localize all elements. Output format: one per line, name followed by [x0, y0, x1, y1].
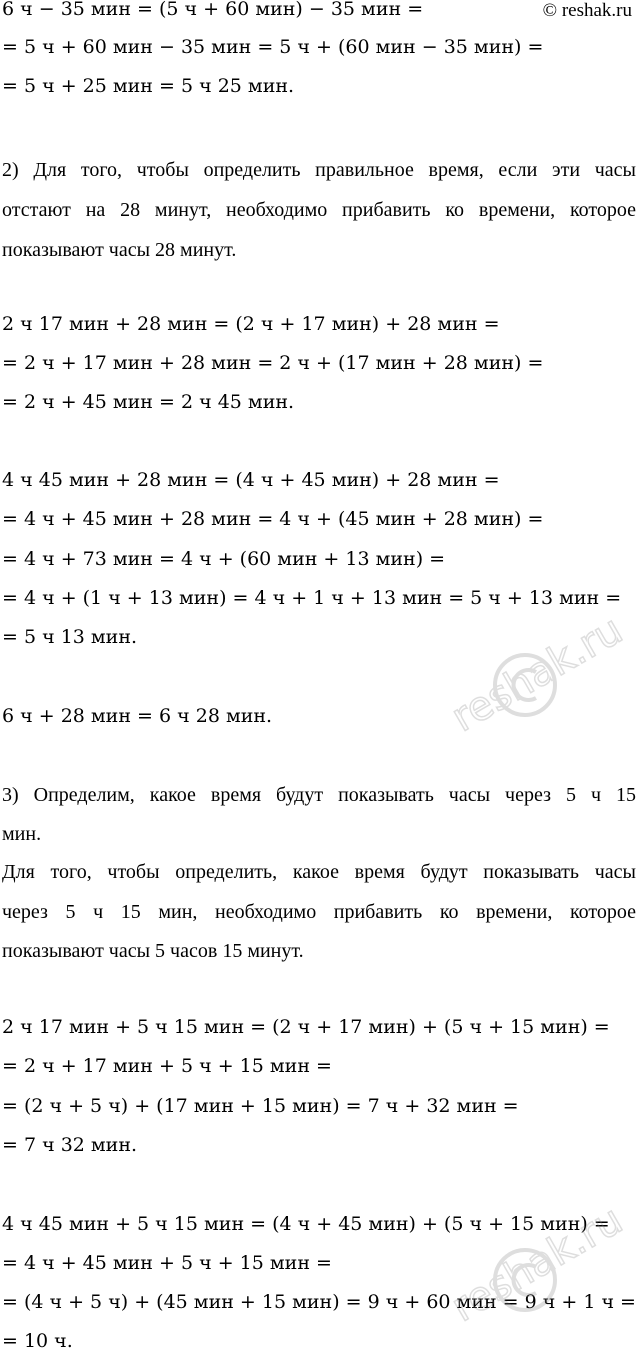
equation-line: = (4 ч + 5 ч) + (45 мин + 15 мин) = 9 ч + 60 мин = 9 ч + 1 ч =	[2, 1291, 636, 1313]
equation-line: 2 ч 17 мин + 28 мин = (2 ч + 17 мин) + 28 мин =	[2, 313, 500, 335]
equation-line: 6 ч − 35 мин = (5 ч + 60 мин) − 35 мин =	[2, 0, 424, 20]
paragraph-line: отстают на 28 минут, необходимо прибавить ко времени, которое	[2, 199, 636, 221]
equation-line: = (2 ч + 5 ч) + (17 мин + 15 мин) = 7 ч + 32 мин =	[2, 1095, 519, 1117]
equation-line: = 10 ч.	[2, 1330, 73, 1352]
copyright-label: © reshak.ru	[542, 0, 632, 21]
equation-line: = 7 ч 32 мин.	[2, 1134, 138, 1156]
copyright-c-icon	[514, 670, 536, 700]
equation-line: = 2 ч + 45 мин = 2 ч 45 мин.	[2, 391, 295, 413]
paragraph-line: мин.	[2, 823, 42, 845]
watermark-logo	[420, 1150, 638, 1370]
paragraph-line: 3) Определим, какое время будут показывать часы через 5 ч 15	[2, 784, 636, 806]
paragraph-line: показывают часы 5 часов 15 минут.	[2, 940, 304, 962]
equation-line: = 4 ч + (1 ч + 13 мин) = 4 ч + 1 ч + 13 мин = 5 ч + 13 мин =	[2, 587, 622, 609]
equation-line: = 4 ч + 73 мин = 4 ч + (60 мин + 13 мин) =	[2, 548, 446, 570]
watermark-text: reshak.ru	[444, 1196, 631, 1331]
equation-line: = 4 ч + 45 мин + 28 мин = 4 ч + (45 мин + 28 мин) =	[2, 508, 544, 530]
watermark-text: reshak.ru	[444, 606, 631, 741]
equation-line: 4 ч 45 мин + 28 мин = (4 ч + 45 мин) + 28 мин =	[2, 469, 500, 491]
equation-line: = 2 ч + 17 мин + 28 мин = 2 ч + (17 мин + 28 мин) =	[2, 352, 544, 374]
paragraph-line: показывают часы 28 минут.	[2, 239, 237, 261]
equation-line: 2 ч 17 мин + 5 ч 15 мин = (2 ч + 17 мин) + (5 ч + 15 мин) =	[2, 1016, 610, 1038]
equation-line: 6 ч + 28 мин = 6 ч 28 мин.	[2, 705, 273, 727]
equation-line: = 5 ч + 25 мин = 5 ч 25 мин.	[2, 75, 295, 97]
copyright-circle-icon	[495, 655, 555, 715]
paragraph-line: Для того, чтобы определить, какое время будут показывать часы	[2, 861, 636, 883]
equation-line: = 5 ч 13 мин.	[2, 626, 138, 648]
equation-line: = 5 ч + 60 мин − 35 мин = 5 ч + (60 мин − 35 мин) =	[2, 36, 544, 58]
equation-line: = 2 ч + 17 мин + 5 ч + 15 мин =	[2, 1055, 332, 1077]
equation-line: = 4 ч + 45 мин + 5 ч + 15 мин =	[2, 1252, 332, 1274]
paragraph-line: 2) Для того, чтобы определить правильное время, если эти часы	[2, 159, 636, 181]
equation-line: 4 ч 45 мин + 5 ч 15 мин = (4 ч + 45 мин) + (5 ч + 15 мин) =	[2, 1213, 610, 1235]
paragraph-line: через 5 ч 15 мин, необходимо прибавить ко времени, которое	[2, 901, 636, 923]
